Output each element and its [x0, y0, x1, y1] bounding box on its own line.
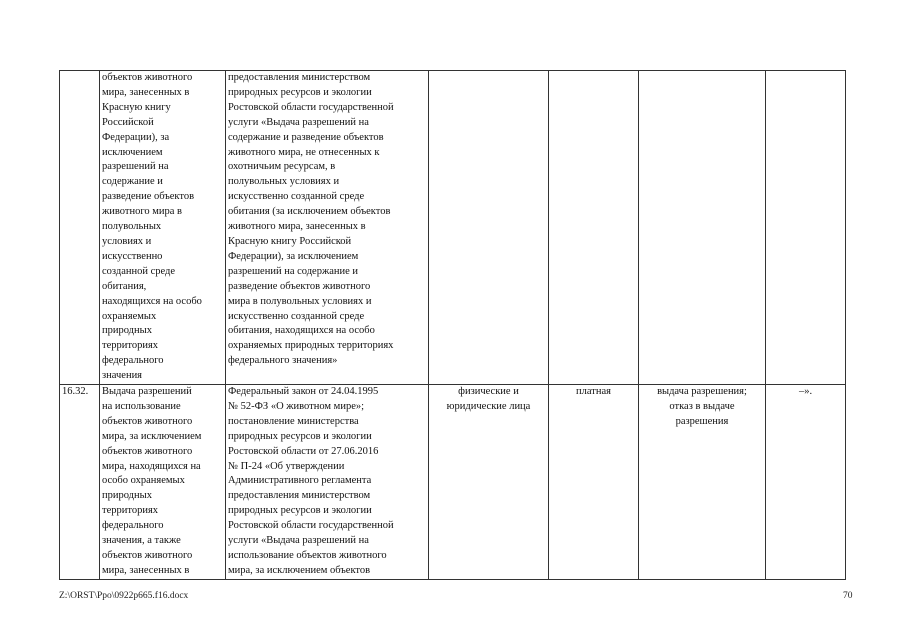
cell-text-line: искусственно: [102, 250, 163, 262]
recipients-cell: [429, 385, 549, 580]
cell-text-line: мира в полувольных условиях и: [228, 295, 372, 307]
note-cell: [766, 71, 846, 385]
page-number: 70: [843, 591, 853, 601]
cell-text-line: содержание и: [102, 176, 163, 188]
cell-text-line: мира, занесенных в: [102, 86, 190, 98]
cell-text-line: значения, а также: [102, 535, 181, 547]
cell-text-line: разрешений на содержание и: [228, 265, 359, 277]
cell-text-line: физические и: [458, 386, 519, 398]
result-cell: [639, 71, 766, 385]
cell-text-line: объектов животного: [102, 72, 193, 83]
cell-text-line: Федерации), за исключением: [228, 250, 359, 262]
cell-text-line: созданной среде: [102, 265, 176, 277]
cell-text-line: использование объектов животного: [228, 550, 387, 561]
cell-text-line: искусственно созданной среде: [228, 191, 365, 203]
cell-text-line: обитания,: [102, 280, 147, 292]
cell-text-line: услуги «Выдача разрешений на: [228, 535, 369, 547]
services-table: [59, 70, 846, 580]
cell-text-line: предоставления министерством: [228, 72, 371, 83]
service-name-cell: [100, 71, 226, 385]
recipients-cell: [429, 71, 549, 385]
cell-text-line: отказ в выдаче: [669, 400, 735, 412]
legal-basis-cell: [226, 385, 429, 580]
cell-text-line: Выдача разрешений: [102, 386, 192, 398]
cell-text-line: содержание и разведение объектов: [228, 131, 384, 143]
cell-text-line: разрешения: [675, 415, 729, 427]
cell-text-line: территориях: [102, 340, 159, 352]
table-row: [60, 385, 846, 580]
cell-text-line: условиях и: [102, 235, 152, 247]
cell-text-line: территориях: [102, 505, 159, 517]
cell-text-line: Российской: [102, 116, 154, 128]
note-cell: –».: [766, 385, 846, 580]
cell-text-line: полувольных условиях и: [228, 176, 340, 188]
cell-text-line: выдача разрешения;: [657, 386, 747, 398]
cell-text-line: федерального значения»: [228, 355, 338, 367]
legal-basis-cell: [226, 71, 429, 385]
cell-text-line: Ростовской области государственной: [228, 520, 394, 532]
cell-text-line: Федерации), за: [102, 131, 170, 143]
cell-text-line: Ростовской области государственной: [228, 101, 394, 113]
cell-text-line: животного мира, не отнесенных к: [228, 146, 380, 158]
cell-text-line: Ростовской области от 27.06.2016: [228, 445, 379, 457]
cell-text-line: мира, занесенных в: [102, 564, 190, 576]
cell-text-line: постановление министерства: [228, 415, 359, 427]
cell-text-line: природных: [102, 325, 152, 337]
cell-text-line: природных ресурсов и экологии: [228, 505, 372, 517]
footer-file-path: Z:\ORST\Ppo\0922p665.f16.docx: [59, 591, 189, 601]
cell-text-line: Красную книгу: [102, 101, 171, 113]
cell-text-line: мира, находящихся на: [102, 460, 201, 472]
cell-text-line: предоставления министерством: [228, 490, 371, 502]
cell-text-line: природных ресурсов и экологии: [228, 86, 372, 98]
cell-text-line: разведение объектов животного: [228, 280, 371, 292]
cell-text-line: значения: [102, 370, 143, 382]
cell-text-line: полувольных: [102, 221, 162, 233]
row-number-cell: 16.32.: [60, 385, 100, 580]
cell-text-line: животного мира в: [102, 206, 183, 218]
cell-text-line: разрешений на: [102, 161, 169, 173]
cell-text-line: обитания (за исключением объектов: [228, 206, 391, 218]
cell-text-line: обитания, находящихся на особо: [228, 325, 375, 337]
cell-text-line: федерального: [102, 355, 164, 367]
row-number-cell: [60, 71, 100, 385]
cell-text-line: исключением: [102, 146, 163, 158]
cell-text-line: № 52-ФЗ «О животном мире»;: [228, 400, 365, 412]
cell-text-line: юридические лица: [446, 400, 531, 412]
cell-text-line: Административного регламента: [228, 475, 372, 487]
cell-text-line: находящихся на особо: [102, 295, 202, 307]
cell-text-line: охраняемых природных территориях: [228, 340, 394, 352]
cell-text-line: особо охраняемых: [102, 475, 185, 487]
cell-text-line: охотничьим ресурсам, в: [228, 161, 336, 173]
cell-text-line: объектов животного: [102, 550, 193, 561]
cell-text-line: № П-24 «Об утверждении: [228, 460, 345, 472]
cell-text-line: услуги «Выдача разрешений на: [228, 116, 369, 128]
cell-text-line: Федеральный закон от 24.04.1995: [228, 386, 379, 398]
cell-text-line: Красную книгу Российской: [228, 235, 352, 247]
cell-text-line: мира, за исключением: [102, 430, 202, 442]
table-row: [60, 71, 846, 385]
cell-text-line: на использование: [102, 400, 181, 412]
cell-text-line: животного мира, занесенных в: [228, 221, 366, 233]
cell-text-line: федерального: [102, 520, 164, 532]
cell-text-line: объектов животного: [102, 415, 193, 427]
service-name-cell: [100, 385, 226, 580]
payment-cell: платная: [549, 385, 639, 580]
cell-text-line: объектов животного: [102, 445, 193, 457]
cell-text-line: мира, за исключением объектов: [228, 564, 371, 576]
cell-text-line: искусственно созданной среде: [228, 310, 365, 322]
cell-text-line: природных ресурсов и экологии: [228, 430, 372, 442]
result-cell: [639, 385, 766, 580]
cell-text-line: разведение объектов: [102, 191, 195, 203]
cell-text-line: охраняемых: [102, 310, 157, 322]
cell-text-line: природных: [102, 490, 152, 502]
payment-cell: [549, 71, 639, 385]
